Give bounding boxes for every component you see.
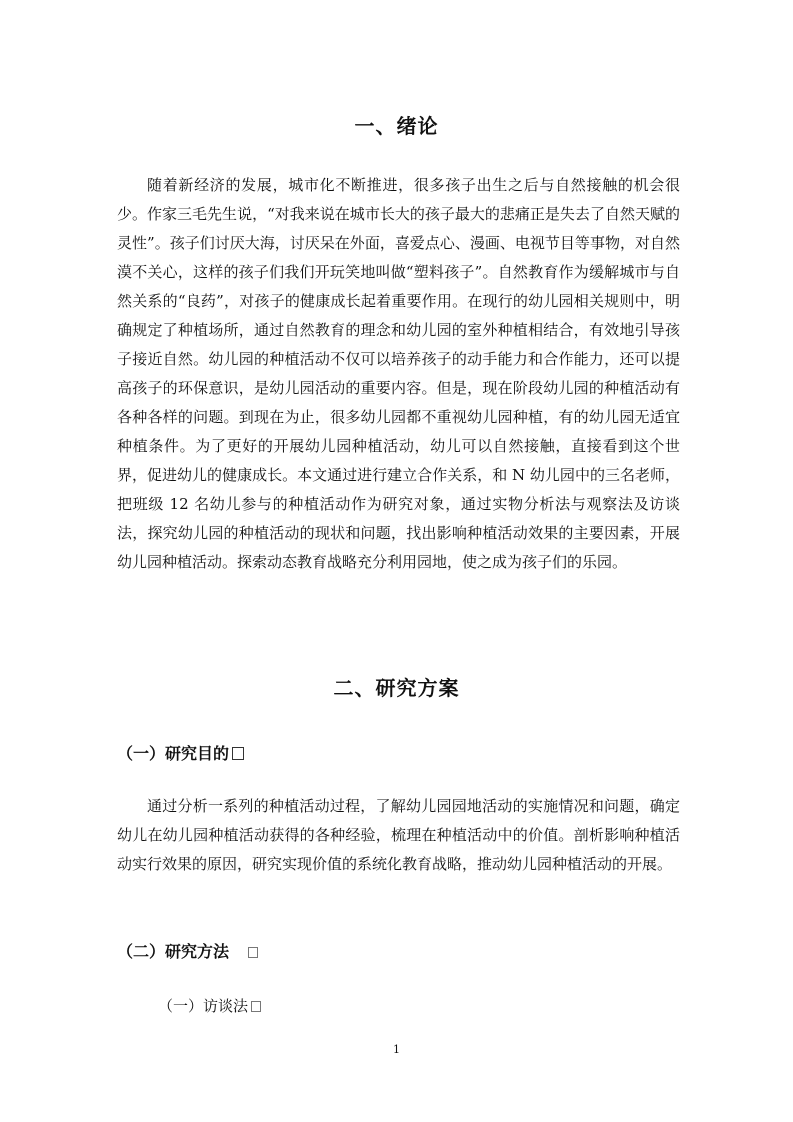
subheading-research-methods [117, 939, 258, 962]
intro-paragraph: 随着新经济的发展，城市化不断推进，很多孩子出生之后与自然接触的机会很少。作家三毛先生说，“对我来说在城市长大的孩子最大的悲痛正是失去了自然天赋的灵性”。孩子们讨厌大海，讨厌呆在外面，喜爱点心、漫画、电视节目等事物，对自然漠不关心，这样的孩子们我们开玩笑地叫做“塑料孩子”。自然教育作为缓解城市与自然关系的“良药”，对孩子的健康成长起着重要作用。在现行的幼儿园相关规则中，明确规定了种植场所，通过自然教育的理念和幼儿园的室外种植相结合，有效地引导孩子接近自然。幼儿园的种植活动不仅可以培养孩子的动手能力和合作能力，还可以提高孩子的环保意识，是幼儿园活动的重要内容。但是，现在阶段幼儿园的种植活动有各种各样的问题。到现在为止，很多幼儿园都不重视幼儿园种植，有的幼儿园无适宜种植条件。为了更好的开展幼儿园种植活动，幼儿可以自然接触，直接看到这个世界，促进幼儿的健康成长。本文通过进行建立合作关系，和 N 幼儿园中的三名老师，把班级 12 名幼儿参与的种植活动作为研究对象，通过实物分析法与观察法及访谈法，探究幼儿园的种植活动的现状和问题，找出影响种植活动效果的主要因素，开展幼儿园种植活动。探索动态教育战略充分利用园地，使之成为孩子们的乐园。 [117, 176, 680, 571]
subheading-research-purpose-text: （一）研究目的 [117, 744, 230, 763]
subheading-interview-method [158, 995, 261, 1016]
subheading-research-purpose [117, 741, 244, 764]
section-heading-intro: 一、绪论 [354, 114, 439, 138]
research-purpose-paragraph: 通过分析一系列的种植活动过程，了解幼儿园园地活动的实施情况和问题，确定幼儿在幼儿园种植活动获得的各种经验，梳理在种植活动中的价值。剖析影响种植活动实行效果的原因，研究实现价值的系统化教育战略，推动幼儿园种植活动的开展。 [117, 797, 680, 873]
placeholder-box-icon [248, 947, 258, 958]
placeholder-box-icon [251, 1001, 261, 1012]
section-heading-research-plan: 二、研究方案 [333, 676, 460, 700]
subheading-interview-method-text: （一）访谈法 [158, 997, 249, 1015]
page-number: 1 [393, 1043, 400, 1056]
placeholder-box-icon [232, 747, 244, 760]
subheading-research-methods-text: （二）研究方法 [117, 942, 230, 961]
